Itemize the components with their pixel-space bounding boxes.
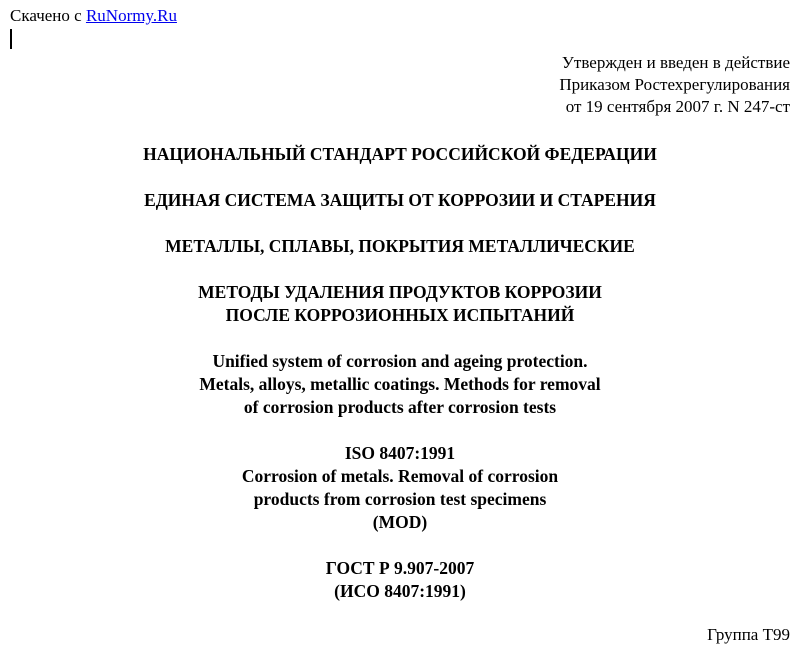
source-link[interactable]: RuNormy.Ru [85,6,177,25]
iso-reference [0,442,796,534]
standard-type-heading: НАЦИОНАЛЬНЫЙ СТАНДАРТ РОССИЙСКОЙ ФЕДЕРАЦИИ [143,144,657,164]
source-line [10,6,177,26]
text-cursor [10,29,12,49]
approval-line: от 19 сентября 2007 г. N 247-ст [565,97,790,116]
approval-line: Утвержден и введен в действие [561,53,790,72]
iso-reference-line: Corrosion of metals. Removal of corrosion [241,466,559,486]
approval-line: Приказом Ростехрегулирования [559,75,790,94]
subject-heading: МЕТАЛЛЫ, СПЛАВЫ, ПОКРЫТИЯ МЕТАЛЛИЧЕСКИЕ [165,236,635,256]
designation-line: ГОСТ Р 9.907-2007 [325,558,475,578]
english-title-line: of corrosion products after corrosion tests [243,397,557,417]
designation-line: (ИСО 8407:1991) [334,581,466,601]
iso-reference-line: ISO 8407:1991 [344,443,456,463]
english-title-line: Unified system of corrosion and ageing protection. [212,351,588,371]
system-heading: ЕДИНАЯ СИСТЕМА ЗАЩИТЫ ОТ КОРРОЗИИ И СТАРЕНИЯ [144,190,656,210]
approval-block [559,52,790,118]
group-code: Группа Т99 [707,625,790,644]
english-title [0,350,796,419]
iso-reference-line: (MOD) [372,512,428,532]
designation [0,557,796,603]
iso-reference-line: products from corrosion test specimens [253,489,547,509]
title-heading-line-1: МЕТОДЫ УДАЛЕНИЯ ПРОДУКТОВ КОРРОЗИИ [198,282,602,302]
source-prefix: Скачено с [10,6,82,25]
english-title-line: Metals, alloys, metallic coatings. Methods for removal [199,374,601,394]
title-heading-line-2: ПОСЛЕ КОРРОЗИОННЫХ ИСПЫТАНИЙ [225,305,575,325]
